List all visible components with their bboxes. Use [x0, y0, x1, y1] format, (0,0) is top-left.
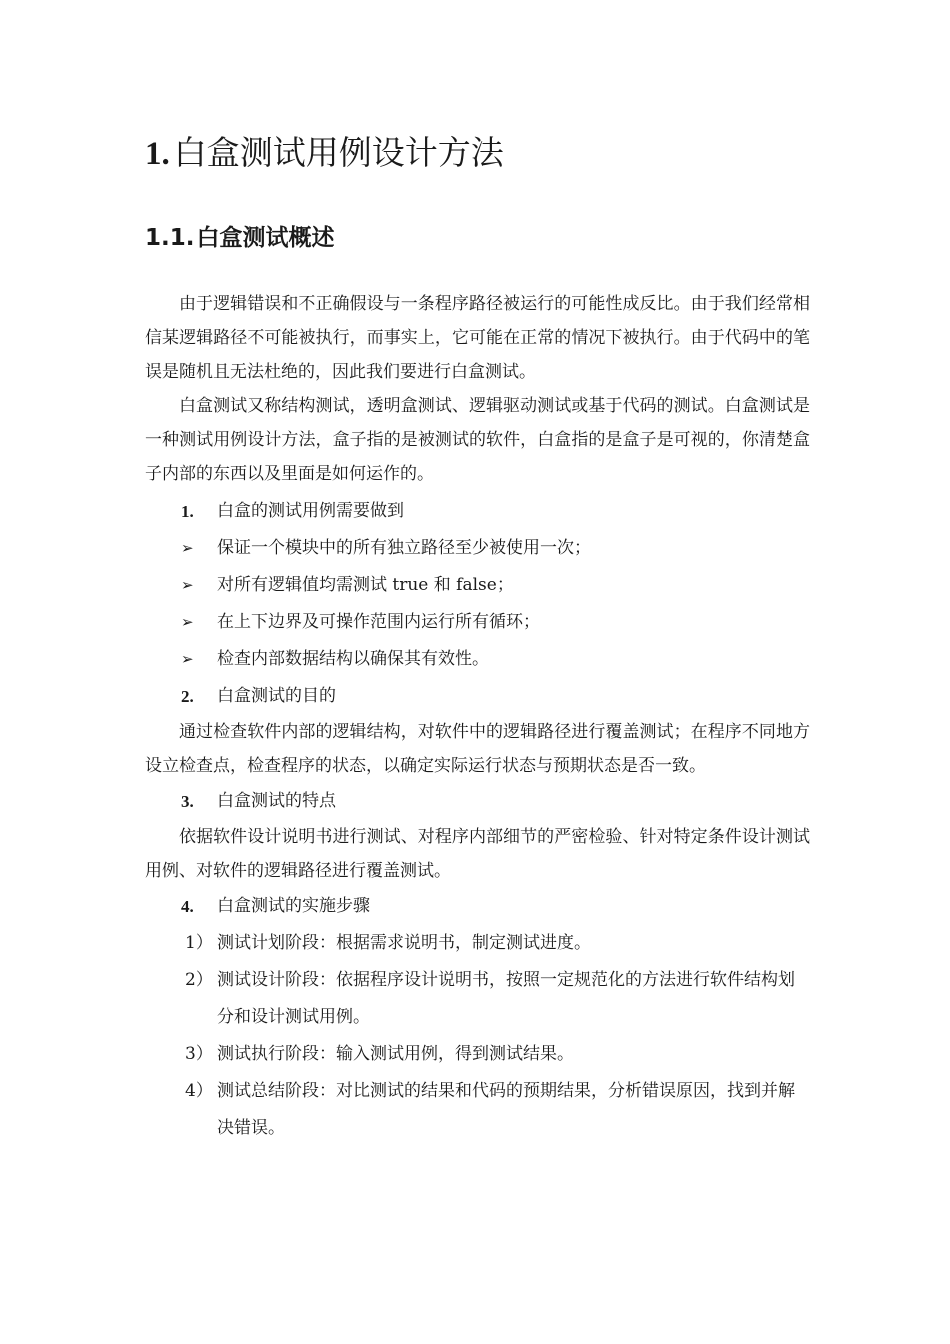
item-number: 3.: [181, 792, 194, 811]
item-title: 白盒测试的特点: [217, 791, 336, 811]
bullet-text: 保证一个模块中的所有独立路径至少被使用一次；: [217, 538, 591, 558]
arrow-bullet-icon: ➢: [181, 613, 194, 631]
paragraph-definition: 白盒测试又称结构测试，透明盒测试、逻辑驱动测试或基于代码的测试。白盒测试是一种测试用例设计方法，盒子指的是被测试的软件，白盒指的是盒子是可视的，你清楚盒子内部的东西以及里面是如何运作的。: [145, 396, 810, 484]
step-item: [145, 1073, 810, 1147]
bullet-item: [145, 567, 810, 604]
item-number: 1.: [181, 502, 194, 521]
chapter-number: 1.: [145, 136, 170, 172]
arrow-bullet-icon: ➢: [181, 576, 194, 594]
bullet-text: 检查内部数据结构以确保其有效性。: [217, 649, 489, 669]
bullet-item: [145, 641, 810, 678]
bullet-text: 对所有逻辑值均需测试 true 和 false；: [217, 575, 514, 595]
step-marker: 3）: [185, 1044, 213, 1064]
step-text: 测试设计阶段：依据程序设计说明书，按照一定规范化的方法进行软件结构划分和设计测试用例。: [217, 970, 795, 1027]
item-title: 白盒测试的实施步骤: [217, 896, 370, 916]
paragraph-purpose: 通过检查软件内部的逻辑结构，对软件中的逻辑路径进行覆盖测试；在程序不同地方设立检查点，检查程序的状态，以确定实际运行状态与预期状态是否一致。: [145, 722, 810, 776]
item-title: 白盒的测试用例需要做到: [217, 501, 404, 521]
step-item: [145, 1036, 810, 1073]
step-item: [145, 925, 810, 962]
item-number: 2.: [181, 687, 194, 706]
step-marker: 1）: [185, 933, 213, 953]
arrow-bullet-icon: ➢: [181, 650, 194, 668]
bullet-item: [145, 604, 810, 641]
section-number: 1.1.: [145, 225, 195, 251]
body-text: [145, 287, 810, 1147]
paragraph-features: 依据软件设计说明书进行测试、对程序内部细节的严密检验、针对特定条件设计测试用例、对软件的逻辑路径进行覆盖测试。: [145, 827, 810, 881]
numbered-heading: [145, 678, 810, 715]
chapter-title: 白盒测试用例设计方法: [173, 133, 504, 172]
section-title: 白盒测试概述: [196, 225, 335, 251]
section-heading: [145, 220, 334, 256]
step-text: 测试总结阶段：对比测试的结果和代码的预期结果，分析错误原因，找到并解决错误。: [217, 1081, 795, 1138]
numbered-heading: [145, 493, 810, 530]
numbered-heading: [145, 888, 810, 925]
step-marker: 4）: [185, 1081, 213, 1101]
step-text: 测试计划阶段：根据需求说明书，制定测试进度。: [217, 933, 591, 953]
bullet-text: 在上下边界及可操作范围内运行所有循环；: [217, 612, 540, 632]
chapter-heading: [145, 128, 504, 179]
bullet-item: [145, 530, 810, 567]
numbered-heading: [145, 783, 810, 820]
step-marker: 2）: [185, 970, 213, 990]
item-title: 白盒测试的目的: [217, 686, 336, 706]
step-text: 测试执行阶段：输入测试用例，得到测试结果。: [217, 1044, 574, 1064]
arrow-bullet-icon: ➢: [181, 539, 194, 557]
step-item: [145, 962, 810, 1036]
paragraph-intro: 由于逻辑错误和不正确假设与一条程序路径被运行的可能性成反比。由于我们经常相信某逻辑路径不可能被执行，而事实上，它可能在正常的情况下被执行。由于代码中的笔误是随机且无法杜绝的，因此我们要进行白盒测试。: [145, 294, 810, 382]
item-number: 4.: [181, 897, 194, 916]
